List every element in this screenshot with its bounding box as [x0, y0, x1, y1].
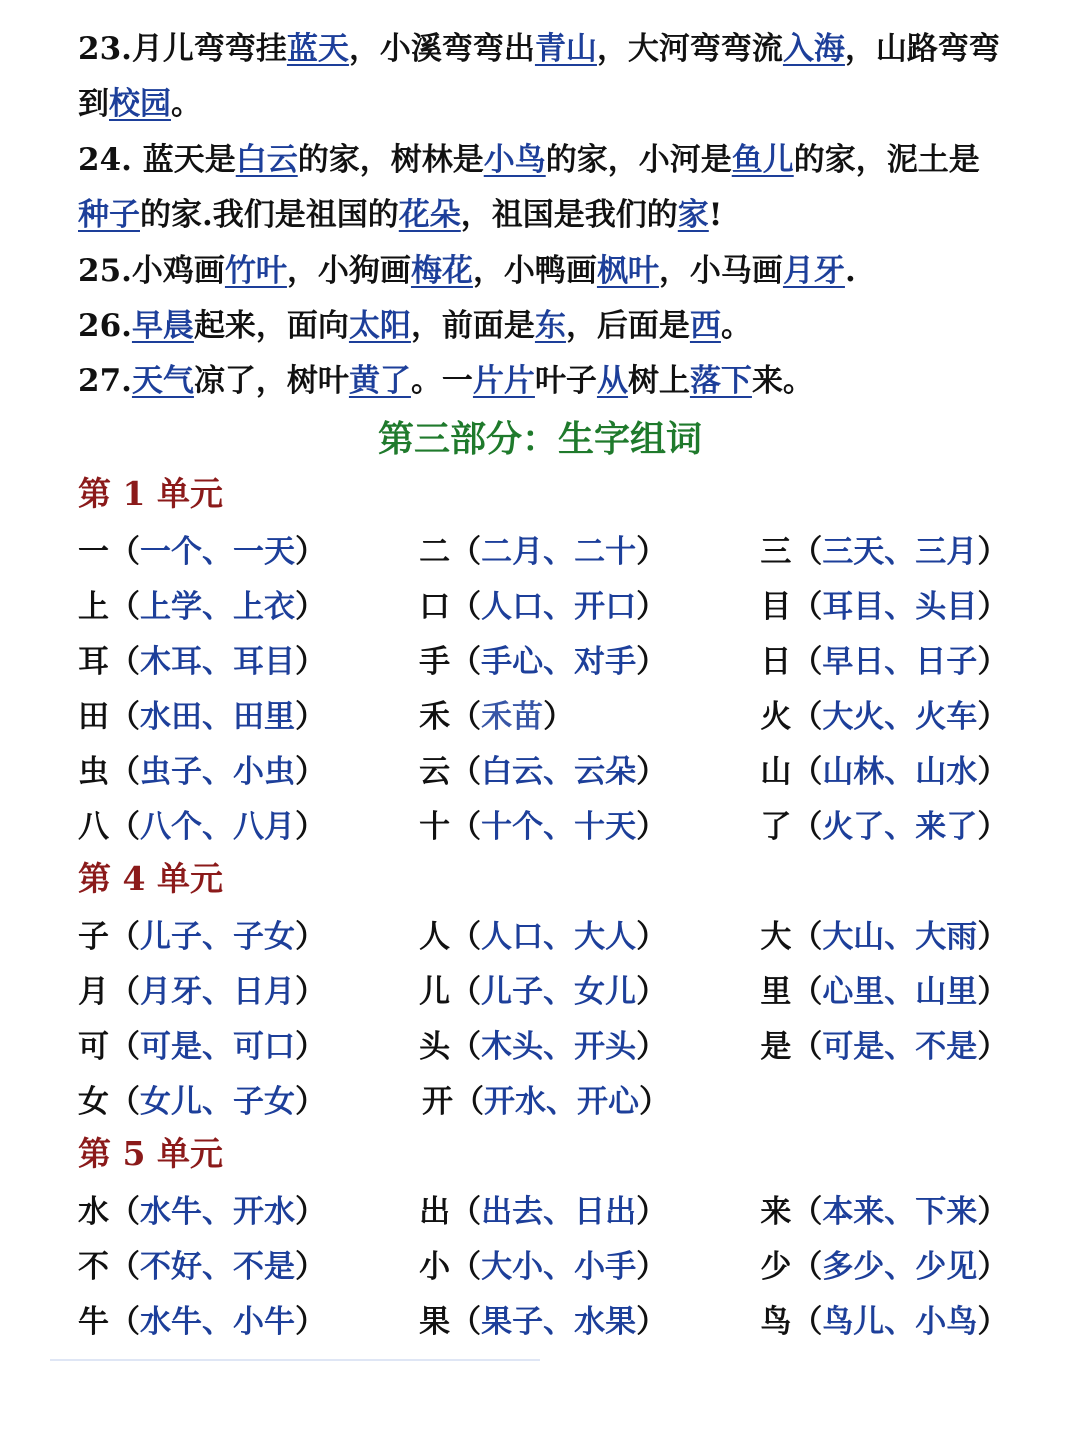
word-row [78, 796, 1038, 851]
underlined-word: 月牙 [782, 253, 845, 289]
word-entry: 了（火了、来了） [760, 809, 1009, 845]
underlined-word: 片片 [472, 363, 535, 399]
word-pair: 水田、田里 [140, 699, 295, 735]
sentence-text: ，小溪弯弯出 [348, 31, 535, 67]
sentence-text: 。 [171, 86, 202, 122]
word-entry: 是（可是、不是） [760, 1029, 1009, 1065]
character: 不 [78, 1249, 109, 1285]
word-entry: 三（三天、三月） [760, 534, 1009, 570]
word-entry: 一（一个、一天） [78, 534, 326, 570]
word-entry: 上（上学、上衣） [78, 589, 326, 625]
character: 牛 [78, 1304, 109, 1340]
underlined-word: 蓝天 [286, 31, 349, 67]
sentence-25 [78, 244, 1008, 299]
word-entry: 开（开水、开心） [422, 1084, 670, 1120]
unit-5-grid [78, 1181, 1038, 1346]
word-entry: 禾（禾苗） [419, 699, 575, 735]
word-pair: 开水、开心 [484, 1084, 639, 1120]
sentence-26 [78, 299, 1008, 354]
underlined-word: 梅花 [410, 253, 473, 289]
word-entry: 小（大小、小手） [419, 1249, 668, 1285]
sentence-text: ，小狗画 [286, 253, 411, 289]
word-pair: 山林、山水 [822, 754, 978, 790]
character: 头 [419, 1029, 451, 1065]
character: 上 [78, 589, 109, 625]
unit-4-grid [78, 906, 1038, 1126]
sentence-text: 27. [78, 363, 132, 399]
word-pair: 火了、来了 [822, 809, 978, 845]
underlined-word: 从 [596, 363, 628, 399]
word-row [78, 1181, 1038, 1236]
word-entry: 出（出去、日出） [419, 1194, 668, 1230]
unit-title: 第 4 单元 [78, 859, 223, 898]
word-pair: 八个、八月 [140, 809, 295, 845]
word-pair: 三天、三月 [822, 534, 978, 570]
character: 手 [419, 644, 451, 680]
sentence-text: ，后面是 [565, 308, 690, 344]
word-entry: 少（多少、少见） [760, 1249, 1009, 1285]
character: 山 [760, 754, 792, 790]
word-row [78, 1236, 1038, 1291]
word-entry: 大（大山、大雨） [760, 919, 1009, 955]
word-entry: 人（人口、大人） [419, 919, 668, 955]
character: 三 [760, 534, 792, 570]
character: 是 [760, 1029, 792, 1065]
word-row [78, 1071, 1038, 1126]
word-entry: 田（水田、田里） [78, 699, 326, 735]
sentence-text: 的家，树林是 [297, 142, 484, 178]
character: 耳 [78, 644, 109, 680]
sentence-24 [78, 133, 1008, 243]
word-pair: 手心、对手 [481, 644, 637, 680]
word-entry: 鸟（鸟儿、小鸟） [760, 1304, 1009, 1340]
word-pair: 木头、开头 [481, 1029, 637, 1065]
sentence-text: 的家，泥土是 [793, 142, 980, 178]
character: 来 [760, 1194, 792, 1230]
word-pair: 人口、开口 [481, 589, 637, 625]
sentence-27 [78, 354, 1008, 409]
word-pair: 果子、水果 [481, 1304, 637, 1340]
word-entry: 儿（儿子、女儿） [419, 974, 668, 1010]
underlined-word: 枫叶 [596, 253, 659, 289]
underlined-word: 黄了 [348, 363, 411, 399]
character: 开 [422, 1084, 453, 1120]
character: 出 [419, 1194, 451, 1230]
word-row [78, 961, 1038, 1016]
underlined-word: 花朵 [398, 197, 461, 233]
sentence-text: 25.小鸡画 [78, 253, 225, 289]
character: 田 [78, 699, 109, 735]
word-entry: 虫（虫子、小虫） [78, 754, 326, 790]
word-entry: 里（心里、山里） [760, 974, 1009, 1010]
word-entry: 可（可是、可口） [78, 1029, 326, 1065]
character: 口 [419, 589, 451, 625]
word-entry: 火（大火、火车） [760, 699, 1009, 735]
sentence-text: ，小鸭画 [472, 253, 597, 289]
character: 虫 [78, 754, 109, 790]
word-entry: 果（果子、水果） [419, 1304, 668, 1340]
character: 目 [760, 589, 792, 625]
word-entry: 云（白云、云朵） [419, 754, 668, 790]
character: 水 [78, 1194, 109, 1230]
underlined-word: 种子 [78, 197, 140, 233]
unit-title: 第 5 单元 [78, 1134, 223, 1173]
word-pair: 耳目、头目 [822, 589, 978, 625]
word-row [78, 1291, 1038, 1346]
character: 月 [78, 974, 109, 1010]
word-pair: 上学、上衣 [140, 589, 295, 625]
underlined-word: 青山 [534, 31, 597, 67]
word-pair: 水牛、小牛 [140, 1304, 295, 1340]
section-title: 第三部分：生字组词 [377, 418, 702, 460]
word-pair: 本来、下来 [822, 1194, 978, 1230]
character: 八 [78, 809, 109, 845]
sentence-text: . [844, 253, 856, 289]
sentence-text: ! [708, 197, 723, 233]
word-pair: 大火、火车 [822, 699, 978, 735]
underlined-word: 入海 [782, 31, 845, 67]
word-entry: 水（水牛、开水） [78, 1194, 326, 1230]
underlined-word: 早晨 [131, 308, 194, 344]
underlined-word: 东 [534, 308, 566, 344]
sentence-text: ，山路弯弯到 [78, 31, 1000, 122]
word-pair: 一个、一天 [140, 534, 295, 570]
word-entry: 牛（水牛、小牛） [78, 1304, 326, 1340]
word-pair: 心里、山里 [822, 974, 978, 1010]
word-pair: 早日、日子 [822, 644, 978, 680]
underlined-word: 校园 [109, 86, 171, 122]
sentence-text: 凉了，树叶 [193, 363, 349, 399]
word-pair: 出去、日出 [481, 1194, 637, 1230]
word-pair: 儿子、女儿 [481, 974, 637, 1010]
word-entry: 八（八个、八月） [78, 809, 326, 845]
character: 少 [760, 1249, 792, 1285]
word-pair: 可是、不是 [822, 1029, 978, 1065]
unit-1-grid [78, 521, 1038, 851]
word-entry: 来（本来、下来） [760, 1194, 1009, 1230]
character: 果 [419, 1304, 451, 1340]
word-pair: 二月、二十 [481, 534, 637, 570]
character: 十 [419, 809, 451, 845]
word-row [78, 576, 1038, 631]
word-entry: 日（早日、日子） [760, 644, 1009, 680]
character: 鸟 [760, 1304, 792, 1340]
word-pair: 禾苗 [481, 699, 544, 735]
sentence-text: 的家，小河是 [545, 142, 732, 178]
character: 禾 [419, 699, 451, 735]
word-entry: 十（十个、十天） [419, 809, 668, 845]
word-pair: 可是、可口 [140, 1029, 295, 1065]
word-pair: 木耳、耳目 [140, 644, 295, 680]
sentence-text: ，祖国是我们的 [460, 197, 678, 233]
underlined-word: 太阳 [348, 308, 411, 344]
character: 可 [78, 1029, 109, 1065]
character: 儿 [419, 974, 451, 1010]
word-pair: 不好、不是 [140, 1249, 295, 1285]
underlined-word: 天气 [131, 363, 194, 399]
word-pair: 白云、云朵 [481, 754, 637, 790]
sentence-text: 24. 蓝天是 [78, 142, 236, 178]
word-row [78, 741, 1038, 796]
character: 人 [419, 919, 451, 955]
character: 了 [760, 809, 792, 845]
sentence-text: 起来，面向 [193, 308, 349, 344]
word-pair: 大山、大雨 [822, 919, 978, 955]
sentence-text: ，前面是 [410, 308, 535, 344]
word-pair: 水牛、开水 [140, 1194, 295, 1230]
sentence-text: 叶子 [534, 363, 597, 399]
word-pair: 鸟儿、小鸟 [822, 1304, 978, 1340]
word-row [78, 1016, 1038, 1071]
word-entry: 子（儿子、子女） [78, 919, 326, 955]
unit-title: 第 1 单元 [78, 474, 223, 513]
character: 女 [78, 1084, 109, 1120]
word-row [78, 521, 1038, 576]
word-entry: 耳（木耳、耳目） [78, 644, 326, 680]
word-row [78, 906, 1038, 961]
word-entry: 二（二月、二十） [419, 534, 668, 570]
word-pair: 十个、十天 [481, 809, 637, 845]
sentence-text: ，小马画 [658, 253, 783, 289]
underlined-word: 家 [677, 197, 709, 233]
word-entry: 手（手心、对手） [419, 644, 668, 680]
word-entry: 月（月牙、日月） [78, 974, 326, 1010]
sentence-text: 。一 [410, 363, 473, 399]
word-entry: 女（女儿、子女） [78, 1084, 326, 1120]
underlined-word: 竹叶 [224, 253, 287, 289]
word-pair: 大小、小手 [481, 1249, 637, 1285]
character: 子 [78, 919, 109, 955]
sentence-text: 的家.我们是祖国的 [140, 197, 399, 233]
sentence-text: 树上 [627, 363, 690, 399]
character: 大 [760, 919, 792, 955]
sentence-text: 。 [720, 308, 752, 344]
underlined-word: 白云 [235, 142, 298, 178]
sentence-text: 26. [78, 308, 132, 344]
sentence-text: 23.月儿弯弯挂 [78, 31, 287, 67]
character: 火 [760, 699, 792, 735]
sentence-23 [78, 22, 1008, 132]
character: 小 [419, 1249, 451, 1285]
underlined-word: 小鸟 [483, 142, 546, 178]
character: 二 [419, 534, 451, 570]
sentence-text: 来。 [751, 363, 814, 399]
sentence-text: ，大河弯弯流 [596, 31, 783, 67]
word-entry: 头（木头、开头） [419, 1029, 668, 1065]
word-pair: 虫子、小虫 [140, 754, 295, 790]
word-pair: 人口、大人 [481, 919, 637, 955]
word-pair: 女儿、子女 [140, 1084, 295, 1120]
character: 一 [78, 534, 109, 570]
character: 里 [760, 974, 792, 1010]
word-pair: 儿子、子女 [140, 919, 295, 955]
word-row [78, 686, 1038, 741]
word-entry: 目（耳目、头目） [760, 589, 1009, 625]
word-entry: 山（山林、山水） [760, 754, 1009, 790]
word-pair: 月牙、日月 [140, 974, 295, 1010]
underlined-word: 鱼儿 [731, 142, 794, 178]
word-pair: 多少、少见 [822, 1249, 978, 1285]
word-entry: 口（人口、开口） [419, 589, 668, 625]
underlined-word: 落下 [689, 363, 752, 399]
divider-line [50, 1359, 540, 1361]
word-row [78, 631, 1038, 686]
underlined-word: 西 [689, 308, 721, 344]
word-entry: 不（不好、不是） [78, 1249, 326, 1285]
character: 云 [419, 754, 451, 790]
character: 日 [760, 644, 792, 680]
